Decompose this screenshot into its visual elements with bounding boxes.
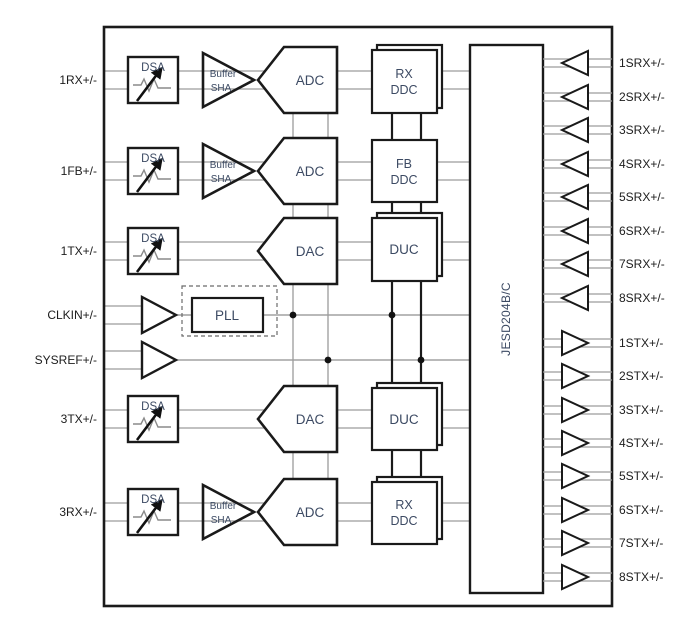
srx-lane-5 bbox=[543, 185, 665, 209]
tx-driver-icon bbox=[562, 531, 588, 555]
srx-lane-8 bbox=[543, 286, 665, 310]
junction-dot bbox=[325, 357, 332, 364]
rx-ddc-box bbox=[372, 482, 437, 544]
srx-lane-1 bbox=[543, 51, 665, 75]
dac-1tx bbox=[258, 218, 337, 284]
sha-label: SHA bbox=[210, 515, 232, 526]
junction-dot bbox=[389, 312, 396, 319]
pin-label: 8STX+/- bbox=[619, 570, 664, 584]
buffer-label: Buffer bbox=[209, 501, 237, 512]
duc-label: DUC bbox=[389, 242, 419, 257]
tx-driver-icon bbox=[562, 464, 588, 488]
ddc-label: DDC bbox=[390, 514, 418, 528]
pin-label: CLKIN+/- bbox=[47, 308, 97, 322]
pin-label: 1TX+/- bbox=[60, 244, 97, 258]
pin-label: 1RX+/- bbox=[59, 73, 97, 87]
tx-driver-icon bbox=[562, 565, 588, 589]
dsa-block-1rx bbox=[128, 57, 178, 103]
dsa-block-1fb bbox=[128, 148, 178, 194]
sysref-buffer bbox=[142, 342, 176, 378]
pin-label: 7SRX+/- bbox=[619, 257, 665, 271]
pll-label: PLL bbox=[214, 308, 240, 323]
buffer-triangle-icon bbox=[203, 144, 254, 198]
buffer-sha-3rx bbox=[203, 485, 254, 539]
dac-3tx bbox=[258, 386, 337, 452]
jesd-label: JESD204B/C bbox=[499, 282, 513, 356]
pin-label: 5SRX+/- bbox=[619, 190, 665, 204]
rx-ddc-bottom bbox=[372, 477, 442, 544]
dsa-label: DSA bbox=[141, 153, 165, 165]
dsa-block-3tx bbox=[128, 396, 178, 442]
rx-buffer-icon bbox=[562, 185, 588, 209]
stx-lane-7 bbox=[543, 531, 663, 555]
duc-bottom bbox=[372, 383, 442, 450]
duc-top bbox=[372, 213, 442, 281]
dsa-block-3rx bbox=[128, 489, 178, 535]
pin-label: 2SRX+/- bbox=[619, 90, 665, 104]
dsa-block-1tx bbox=[128, 228, 178, 274]
dac-label: DAC bbox=[295, 412, 325, 427]
stx-lane-1 bbox=[543, 331, 663, 355]
pin-label: 4STX+/- bbox=[619, 436, 664, 450]
rx-buffer-icon bbox=[562, 51, 588, 75]
buffer-triangle-icon bbox=[203, 485, 254, 539]
rx-buffer-icon bbox=[562, 118, 588, 142]
pin-label: 8SRX+/- bbox=[619, 291, 665, 305]
pin-label: 2STX+/- bbox=[619, 369, 664, 383]
dsa-label: DSA bbox=[141, 62, 165, 74]
fb-ddc bbox=[372, 140, 437, 202]
buffer-sha-1rx bbox=[203, 53, 254, 107]
sha-label: SHA bbox=[210, 83, 232, 94]
rx-label: RX bbox=[395, 498, 413, 512]
pin-label: 3TX+/- bbox=[60, 412, 97, 426]
stx-lane-2 bbox=[543, 364, 663, 388]
adc-label: ADC bbox=[295, 164, 325, 179]
buffer-label: Buffer bbox=[209, 69, 237, 80]
stx-lane-4 bbox=[543, 431, 663, 455]
sha-label: SHA bbox=[210, 174, 232, 185]
pin-label: 3STX+/- bbox=[619, 403, 664, 417]
stx-lanes bbox=[543, 331, 663, 589]
clock-buffer-icon bbox=[142, 297, 176, 333]
pin-label: 1STX+/- bbox=[619, 336, 664, 350]
srx-lane-2 bbox=[543, 85, 665, 109]
adc-label: ADC bbox=[295, 505, 325, 520]
rx-label: RX bbox=[395, 67, 413, 81]
buffer-sha-1fb bbox=[203, 144, 254, 198]
tx-driver-icon bbox=[562, 498, 588, 522]
dsa-label: DSA bbox=[141, 401, 165, 413]
duc-label: DUC bbox=[389, 412, 419, 427]
rx-buffer-icon bbox=[562, 252, 588, 276]
dac-label: DAC bbox=[295, 244, 325, 259]
pin-label: 3SRX+/- bbox=[619, 123, 665, 137]
rx-buffer-icon bbox=[562, 286, 588, 310]
left-pin-labels bbox=[35, 73, 97, 519]
pin-label: 6STX+/- bbox=[619, 503, 664, 517]
stx-lane-3 bbox=[543, 398, 663, 422]
srx-lane-7 bbox=[543, 252, 665, 276]
rx-buffer-icon bbox=[562, 85, 588, 109]
adc-1rx bbox=[258, 47, 337, 113]
srx-lanes bbox=[543, 51, 665, 310]
tx-driver-icon bbox=[562, 364, 588, 388]
adc-label: ADC bbox=[295, 73, 325, 88]
pin-label: 4SRX+/- bbox=[619, 157, 665, 171]
ddc-label: DDC bbox=[390, 83, 418, 97]
ddc-label: DDC bbox=[390, 173, 418, 187]
rx-ddc-box bbox=[372, 50, 437, 113]
junction-dot bbox=[418, 357, 425, 364]
pin-label: SYSREF+/- bbox=[34, 353, 97, 367]
junction-dot bbox=[290, 312, 297, 319]
pin-label: 1SRX+/- bbox=[619, 56, 665, 70]
stx-lane-5 bbox=[543, 464, 663, 488]
junction-dots bbox=[290, 312, 425, 364]
tx-driver-icon bbox=[562, 431, 588, 455]
adc-1fb bbox=[258, 138, 337, 204]
jesd-block bbox=[470, 45, 543, 593]
stx-lane-8 bbox=[543, 565, 663, 589]
rx-buffer-icon bbox=[562, 152, 588, 176]
srx-lane-3 bbox=[543, 118, 665, 142]
rx-buffer-icon bbox=[562, 219, 588, 243]
srx-lane-4 bbox=[543, 152, 665, 176]
buffer-triangle-icon bbox=[203, 53, 254, 107]
pll-block bbox=[182, 286, 277, 336]
pin-label: 6SRX+/- bbox=[619, 224, 665, 238]
clkin-buffer bbox=[142, 297, 176, 333]
pin-label: 7STX+/- bbox=[619, 536, 664, 550]
adc-3rx bbox=[258, 479, 337, 545]
rx-ddc-top bbox=[372, 45, 442, 113]
dsa-label: DSA bbox=[141, 233, 165, 245]
tx-driver-icon bbox=[562, 398, 588, 422]
pin-label: 5STX+/- bbox=[619, 469, 664, 483]
pin-label: 1FB+/- bbox=[60, 164, 97, 178]
clock-buffer-icon bbox=[142, 342, 176, 378]
fb-ddc-box bbox=[372, 140, 437, 202]
stx-lane-6 bbox=[543, 498, 663, 522]
fb-label: FB bbox=[396, 157, 412, 171]
srx-lane-6 bbox=[543, 219, 665, 243]
buffer-label: Buffer bbox=[209, 160, 237, 171]
tx-driver-icon bbox=[562, 331, 588, 355]
dsa-label: DSA bbox=[141, 494, 165, 506]
pin-label: 3RX+/- bbox=[59, 505, 97, 519]
